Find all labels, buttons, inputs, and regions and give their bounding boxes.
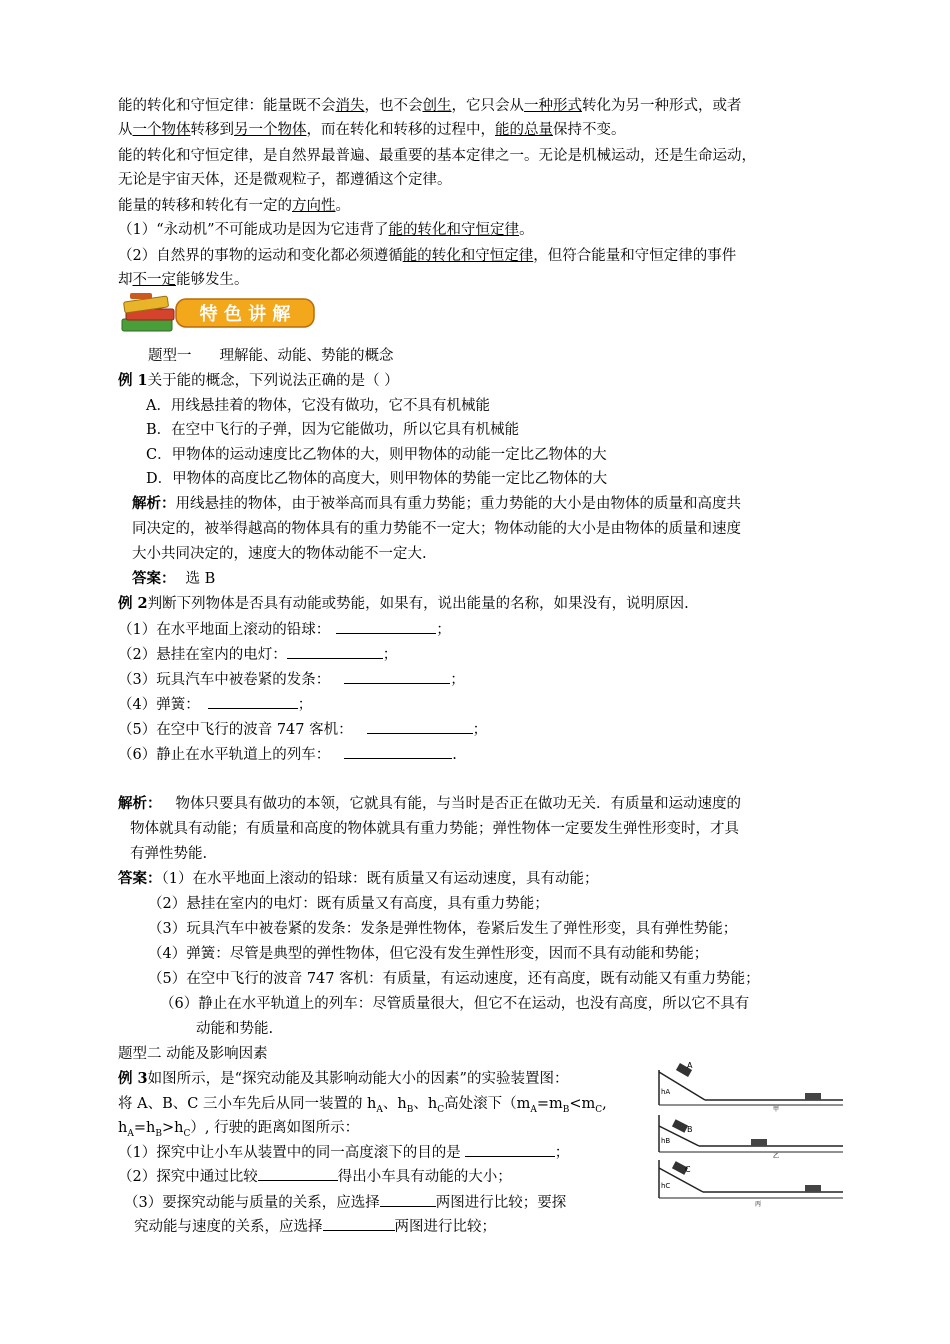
subscript: A — [376, 1104, 383, 1115]
text: ，它只会从 — [451, 98, 524, 114]
ex2-label: 例 2 — [118, 595, 148, 612]
ex2-item-4 — [118, 694, 312, 715]
experiment-figure — [655, 1060, 845, 1210]
subscript: B — [406, 1104, 414, 1115]
text: （2）自然界的事物的运动和变化都必须遵循 — [118, 248, 403, 264]
question: 关于能的概念，下列说法正确的是（ ） — [147, 373, 399, 389]
text: 。 — [519, 222, 534, 238]
ex2-question — [118, 594, 689, 614]
ex1-question — [118, 371, 399, 391]
ex1-analysis-line-3: 大小共同决定的，速度大的物体动能不一定大. — [132, 546, 427, 562]
text: 却 — [118, 272, 133, 288]
ex2-answer-line-6: （6）静止在水平轨道上的列车：尽管质量很大，但它不在运动，也没有高度，所以它不具有 — [160, 996, 750, 1012]
ex2-answer-line-5: （5）在空中飞行的波音 747 客机：有质量，有运动速度，还有高度，既有动能又有重力势能； — [148, 971, 760, 987]
term-chuangsheng: 创生 — [422, 98, 452, 114]
text: 能够发生。 — [176, 272, 249, 288]
text: 转移到 — [190, 122, 234, 138]
term: 方向性 — [292, 198, 336, 214]
text: ； — [450, 672, 465, 688]
intro-line-5 — [118, 196, 350, 216]
ex2-answer-line-3: （3）玩具汽车中被卷紧的发条：发条是弹性物体，卷紧后发生了弹性形变，具有弹性势能； — [148, 921, 738, 937]
label-hc: hC — [661, 1182, 671, 1190]
intro-line-7 — [118, 246, 736, 266]
ex3-q4 — [134, 1216, 496, 1237]
text: （6）静止在水平轨道上的列车： — [118, 747, 331, 763]
label-bing: 丙 — [755, 1201, 762, 1208]
label-jia: 甲 — [773, 1106, 780, 1113]
intro-line-3: 能的转化和守恒定律，是自然界最普遍、最重要的基本定律之一。无论是机械运动，还是生命运动， — [118, 148, 756, 164]
ex2-item-3 — [118, 669, 465, 690]
type2-heading: 题型二 动能及影响因素 — [118, 1046, 268, 1062]
text: （1）在水平地面上滚动的铅球：既有质量又有运动速度，具有动能； — [161, 871, 599, 887]
subscript: C — [183, 1128, 191, 1139]
text: （3）要探究动能与质量的关系，应选择 — [124, 1195, 380, 1211]
term-yizhong: 一种形式 — [524, 98, 582, 114]
label-hb: hB — [661, 1137, 671, 1145]
text: （3）玩具汽车中被卷紧的发条： — [118, 672, 331, 688]
subscript: B — [155, 1128, 162, 1139]
panel-bing — [659, 1160, 843, 1208]
text: 用线悬挂的物体，由于被举高而具有重力势能；重力势能的大小是由物体的质量和高度共 — [175, 496, 741, 512]
type1-title: 理解能、动能、势能的概念 — [219, 348, 394, 364]
ex3-line-2: 将 A、B、C 三小车先后从同一装置的 $h_A$、$h_B$、$h_C$高处滚下（$m_A=m_B<m_C$, — [118, 1096, 607, 1115]
ex2-analysis-line-2: 物体就具有动能；有质量和高度的物体就具有重力势能；弹性物体一定要发生弹性形变时，才具 — [130, 821, 739, 837]
ex2-answer-line-7: 动能和势能. — [196, 1021, 274, 1037]
panel-yi — [659, 1115, 843, 1160]
answer-label: 答案： — [132, 570, 176, 587]
books-icon — [122, 293, 174, 331]
intro-line-6 — [118, 220, 534, 240]
section-banner — [118, 291, 318, 337]
cart-b — [672, 1119, 688, 1132]
ex3-q1 — [118, 1142, 569, 1163]
answer-blank[interactable] — [336, 619, 436, 634]
ex3-label: 例 3 — [118, 1070, 148, 1087]
subscript: A — [530, 1104, 537, 1115]
ex3-q3 — [124, 1192, 566, 1213]
term: 能的转化和守恒定律 — [402, 248, 534, 264]
text: （1）在水平地面上滚动的铅球： — [118, 622, 331, 638]
block-jia — [805, 1093, 821, 1100]
ex2-item-1 — [118, 619, 451, 640]
block-yi — [751, 1139, 767, 1146]
text: >h — [161, 1120, 184, 1136]
answer-blank[interactable] — [380, 1192, 436, 1207]
label-yi: 乙 — [773, 1153, 780, 1160]
ex2-item-2 — [118, 644, 397, 665]
label-a: A — [687, 1061, 693, 1070]
label-b: B — [687, 1125, 693, 1134]
text: 转化为另一种形式，或者 — [582, 98, 742, 114]
ex1-analysis-line-2: 同决定的，被举得越高的物体具有的重力势能不一定大；物体动能的大小是由物体的质量和速度 — [132, 521, 741, 537]
text: ； — [554, 1145, 570, 1161]
text: ； — [472, 722, 488, 738]
type1-heading — [148, 346, 394, 366]
ex2-item-6 — [118, 744, 457, 765]
label-c: C — [685, 1165, 691, 1174]
intro-line-1 — [118, 96, 742, 116]
ex1-option-a: A．用线悬挂着的物体，它没有做功，它不具有机械能 — [146, 398, 490, 414]
ex1-answer — [132, 569, 215, 589]
text: （1）“永动机”不可能成功是因为它违背了 — [118, 222, 389, 238]
text: =m — [536, 1096, 563, 1112]
text: ，而在转化和转移的过程中， — [306, 122, 495, 138]
term: 能的转化和守恒定律 — [388, 222, 520, 238]
ex1-label: 例 1 — [118, 372, 148, 389]
subscript: B — [562, 1104, 570, 1115]
ex2-item-5 — [118, 719, 487, 740]
text: ）, 行驶的距离如图所示： — [190, 1120, 360, 1136]
ex1-option-d: D．甲物体的高度比乙物体的高度大，则甲物体的势能一定比乙物体的大 — [146, 471, 608, 487]
ex1-option-c: C．甲物体的运动速度比乙物体的大，则甲物体的动能一定比乙物体的大 — [146, 447, 607, 463]
text: （1）探究中让小车从装置中的同一高度滚下的目的是 — [118, 1145, 461, 1161]
text: h — [118, 1120, 128, 1136]
intro-line-4: 无论是宇宙天体，还是微观粒子，都遵循这个定律。 — [118, 172, 452, 188]
analysis-label: 解析： — [132, 495, 176, 512]
panel-jia — [659, 1061, 843, 1113]
text: ； — [297, 697, 313, 713]
question: 判断下列物体是否具有动能或势能，如果有，说出能量的名称，如果没有，说明原因. — [147, 596, 689, 612]
ex3-line-3 — [118, 1118, 359, 1144]
term: 一个物体 — [132, 122, 191, 138]
label-ha: hA — [661, 1088, 671, 1096]
subscript: C — [437, 1104, 445, 1115]
answer-blank[interactable] — [258, 1166, 338, 1181]
intro-line-8 — [118, 270, 249, 290]
text: （2）悬挂在室内的电灯： — [118, 647, 287, 663]
text: 两图进行比较；要探 — [435, 1195, 567, 1211]
ex2-analysis-line-1 — [118, 794, 741, 814]
ex3-q2 — [118, 1166, 512, 1187]
text: 能的转化和守恒定律：能量既不会 — [118, 98, 336, 114]
banner-title: 特 色 讲 解 — [199, 304, 291, 325]
ex1-option-b: B．在空中飞行的子弹，因为它能做功，所以它具有机械能 — [146, 422, 520, 438]
text: . — [452, 747, 457, 763]
term-xiaoshi: 消失 — [335, 98, 365, 114]
ex2-answer-line-1 — [118, 869, 598, 889]
text: 得出小车具有动能的大小； — [337, 1169, 512, 1185]
ex2-answer-line-4: （4）弹簧：尽管是典型的弹性物体，但它没有发生弹性形变，因而不具有动能和势能； — [148, 946, 709, 962]
text: 从 — [118, 122, 133, 138]
answer-blank[interactable] — [367, 719, 473, 734]
text: （5）在空中飞行的波音 747 客机： — [118, 722, 353, 738]
text: 两图进行比较； — [394, 1219, 496, 1235]
text: 高处滚下（m — [444, 1096, 531, 1112]
ex2-analysis-line-3: 有弹性势能. — [130, 846, 208, 862]
intro-line-2 — [118, 120, 626, 140]
text: 将 A、B、C 三小车先后从同一装置的 h — [118, 1096, 377, 1112]
answer-blank[interactable] — [323, 1216, 395, 1231]
text: （4）弹簧： — [118, 697, 200, 713]
ex3-line-1 — [118, 1069, 568, 1089]
text: 究动能与速度的关系，应选择 — [134, 1219, 323, 1235]
text: （2）探究中通过比较 — [118, 1169, 258, 1185]
term: 另一个物体 — [234, 122, 307, 138]
text: 保持不变。 — [553, 122, 626, 138]
text: ； — [382, 647, 398, 663]
text: 。 — [335, 198, 350, 214]
analysis-label: 解析： — [118, 795, 162, 812]
ex2-answer-line-2: （2）悬挂在室内的电灯：既有质量又有高度，具有重力势能； — [148, 896, 549, 912]
text: =h — [133, 1120, 156, 1136]
answer-label: 答案： — [118, 870, 162, 887]
text: 如图所示，是“探究动能及其影响动能大小的因素”的实验装置图： — [147, 1071, 569, 1087]
text: ，也不会 — [364, 98, 423, 114]
subscript: C — [595, 1104, 603, 1115]
text: 物体只要具有做功的本领，它就具有能，与当时是否正在做功无关．有质量和运动速度的 — [175, 796, 741, 812]
text: <m — [569, 1096, 596, 1112]
ex1-analysis-line-1 — [132, 494, 741, 514]
answer-blank[interactable] — [287, 644, 383, 659]
type1-label: 题型一 — [148, 348, 192, 364]
text: ，但符合能量和守恒定律的事件 — [533, 248, 737, 264]
term: 能的总量 — [495, 122, 553, 138]
answer-blank[interactable] — [344, 744, 452, 759]
answer: 选 B — [185, 571, 216, 587]
answer-blank[interactable] — [208, 694, 298, 709]
term: 不一定 — [132, 272, 176, 288]
block-bing — [805, 1185, 821, 1192]
text: 能量的转移和转化有一定的 — [118, 198, 292, 214]
answer-blank[interactable] — [465, 1142, 555, 1157]
subscript: A — [127, 1128, 134, 1139]
answer-blank[interactable] — [344, 669, 450, 684]
text: ； — [436, 622, 451, 638]
